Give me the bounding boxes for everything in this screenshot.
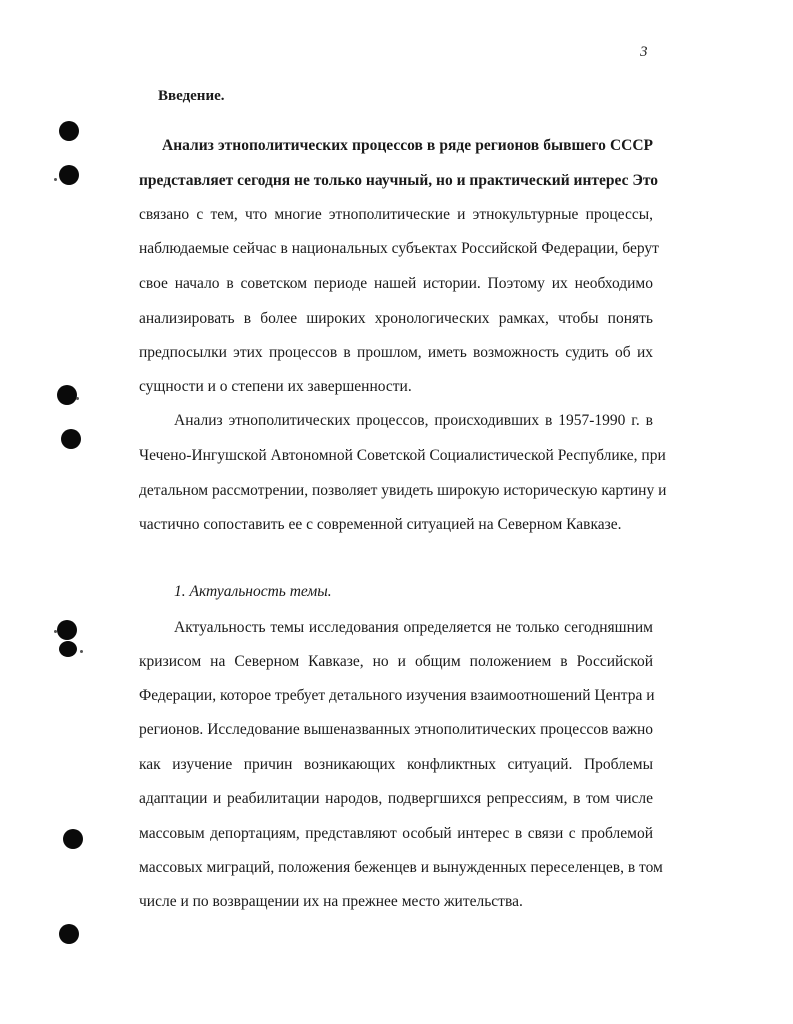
paragraph-line: Чечено-Ингушской Автономной Советской Социалистической Республике, при <box>139 447 666 464</box>
paragraph-line: Анализ этнополитических процессов, происходивших в 1957-1990 г. в <box>174 412 653 429</box>
scan-speck <box>76 397 79 400</box>
punch-hole <box>59 165 79 185</box>
punch-hole <box>59 641 77 657</box>
intro-line: представляет сегодня не только научный, но и практический интерес Это <box>139 172 659 189</box>
section-line: числе и по возвращении их на прежнее место жительства. <box>139 893 523 910</box>
punch-hole <box>61 429 81 449</box>
intro-line: наблюдаемые сейчас в национальных субъектах Российской Федерации, берут <box>139 240 659 257</box>
paragraph-line: частично сопоставить ее с современной ситуацией на Северном Кавказе. <box>139 516 622 533</box>
punch-hole <box>63 829 83 849</box>
intro-line: сущности и о степени их завершенности. <box>139 378 412 395</box>
paragraph-line: детальном рассмотрении, позволяет увидеть широкую историческую картину и <box>139 482 667 499</box>
intro-line: Анализ этнополитических процессов в ряде регионов бывшего СССР <box>162 137 653 154</box>
section-line: как изучение причин возникающих конфликтных ситуаций. Проблемы <box>139 756 653 773</box>
intro-line: предпосылки этих процессов в прошлом, иметь возможность судить об их <box>139 344 653 361</box>
page-heading: Введение. <box>158 88 225 104</box>
intro-line: связано с тем, что многие этнополитические и этнокультурные процессы, <box>139 206 653 223</box>
section-line: Актуальность темы исследования определяется не только сегодняшним <box>174 619 653 636</box>
scan-speck <box>54 178 57 181</box>
scan-speck <box>54 630 57 633</box>
punch-hole <box>57 620 77 640</box>
intro-line: анализировать в более широких хронологических рамках, чтобы понять <box>139 310 653 327</box>
section-line: адаптации и реабилитации народов, подвергшихся репрессиям, в том числе <box>139 790 653 807</box>
punch-hole <box>59 924 79 944</box>
section-title: 1. Актуальность темы. <box>174 583 332 600</box>
scan-speck <box>80 650 83 653</box>
section-line: массовых миграций, положения беженцев и вынужденных переселенцев, в том <box>139 859 663 876</box>
intro-line: свое начало в советском периоде нашей истории. Поэтому их необходимо <box>139 275 653 292</box>
section-line: кризисом на Северном Кавказе, но и общим положением в Российской <box>139 653 653 670</box>
section-line: массовым депортациям, представляют особый интерес в связи с проблемой <box>139 825 653 842</box>
section-line: регионов. Исследование вышеназванных этнополитических процессов важно <box>139 721 653 738</box>
section-line: Федерации, которое требует детального изучения взаимоотношений Центра и <box>139 687 655 704</box>
punch-hole <box>57 385 77 405</box>
punch-hole <box>59 121 79 141</box>
page-number: 3 <box>640 44 648 60</box>
